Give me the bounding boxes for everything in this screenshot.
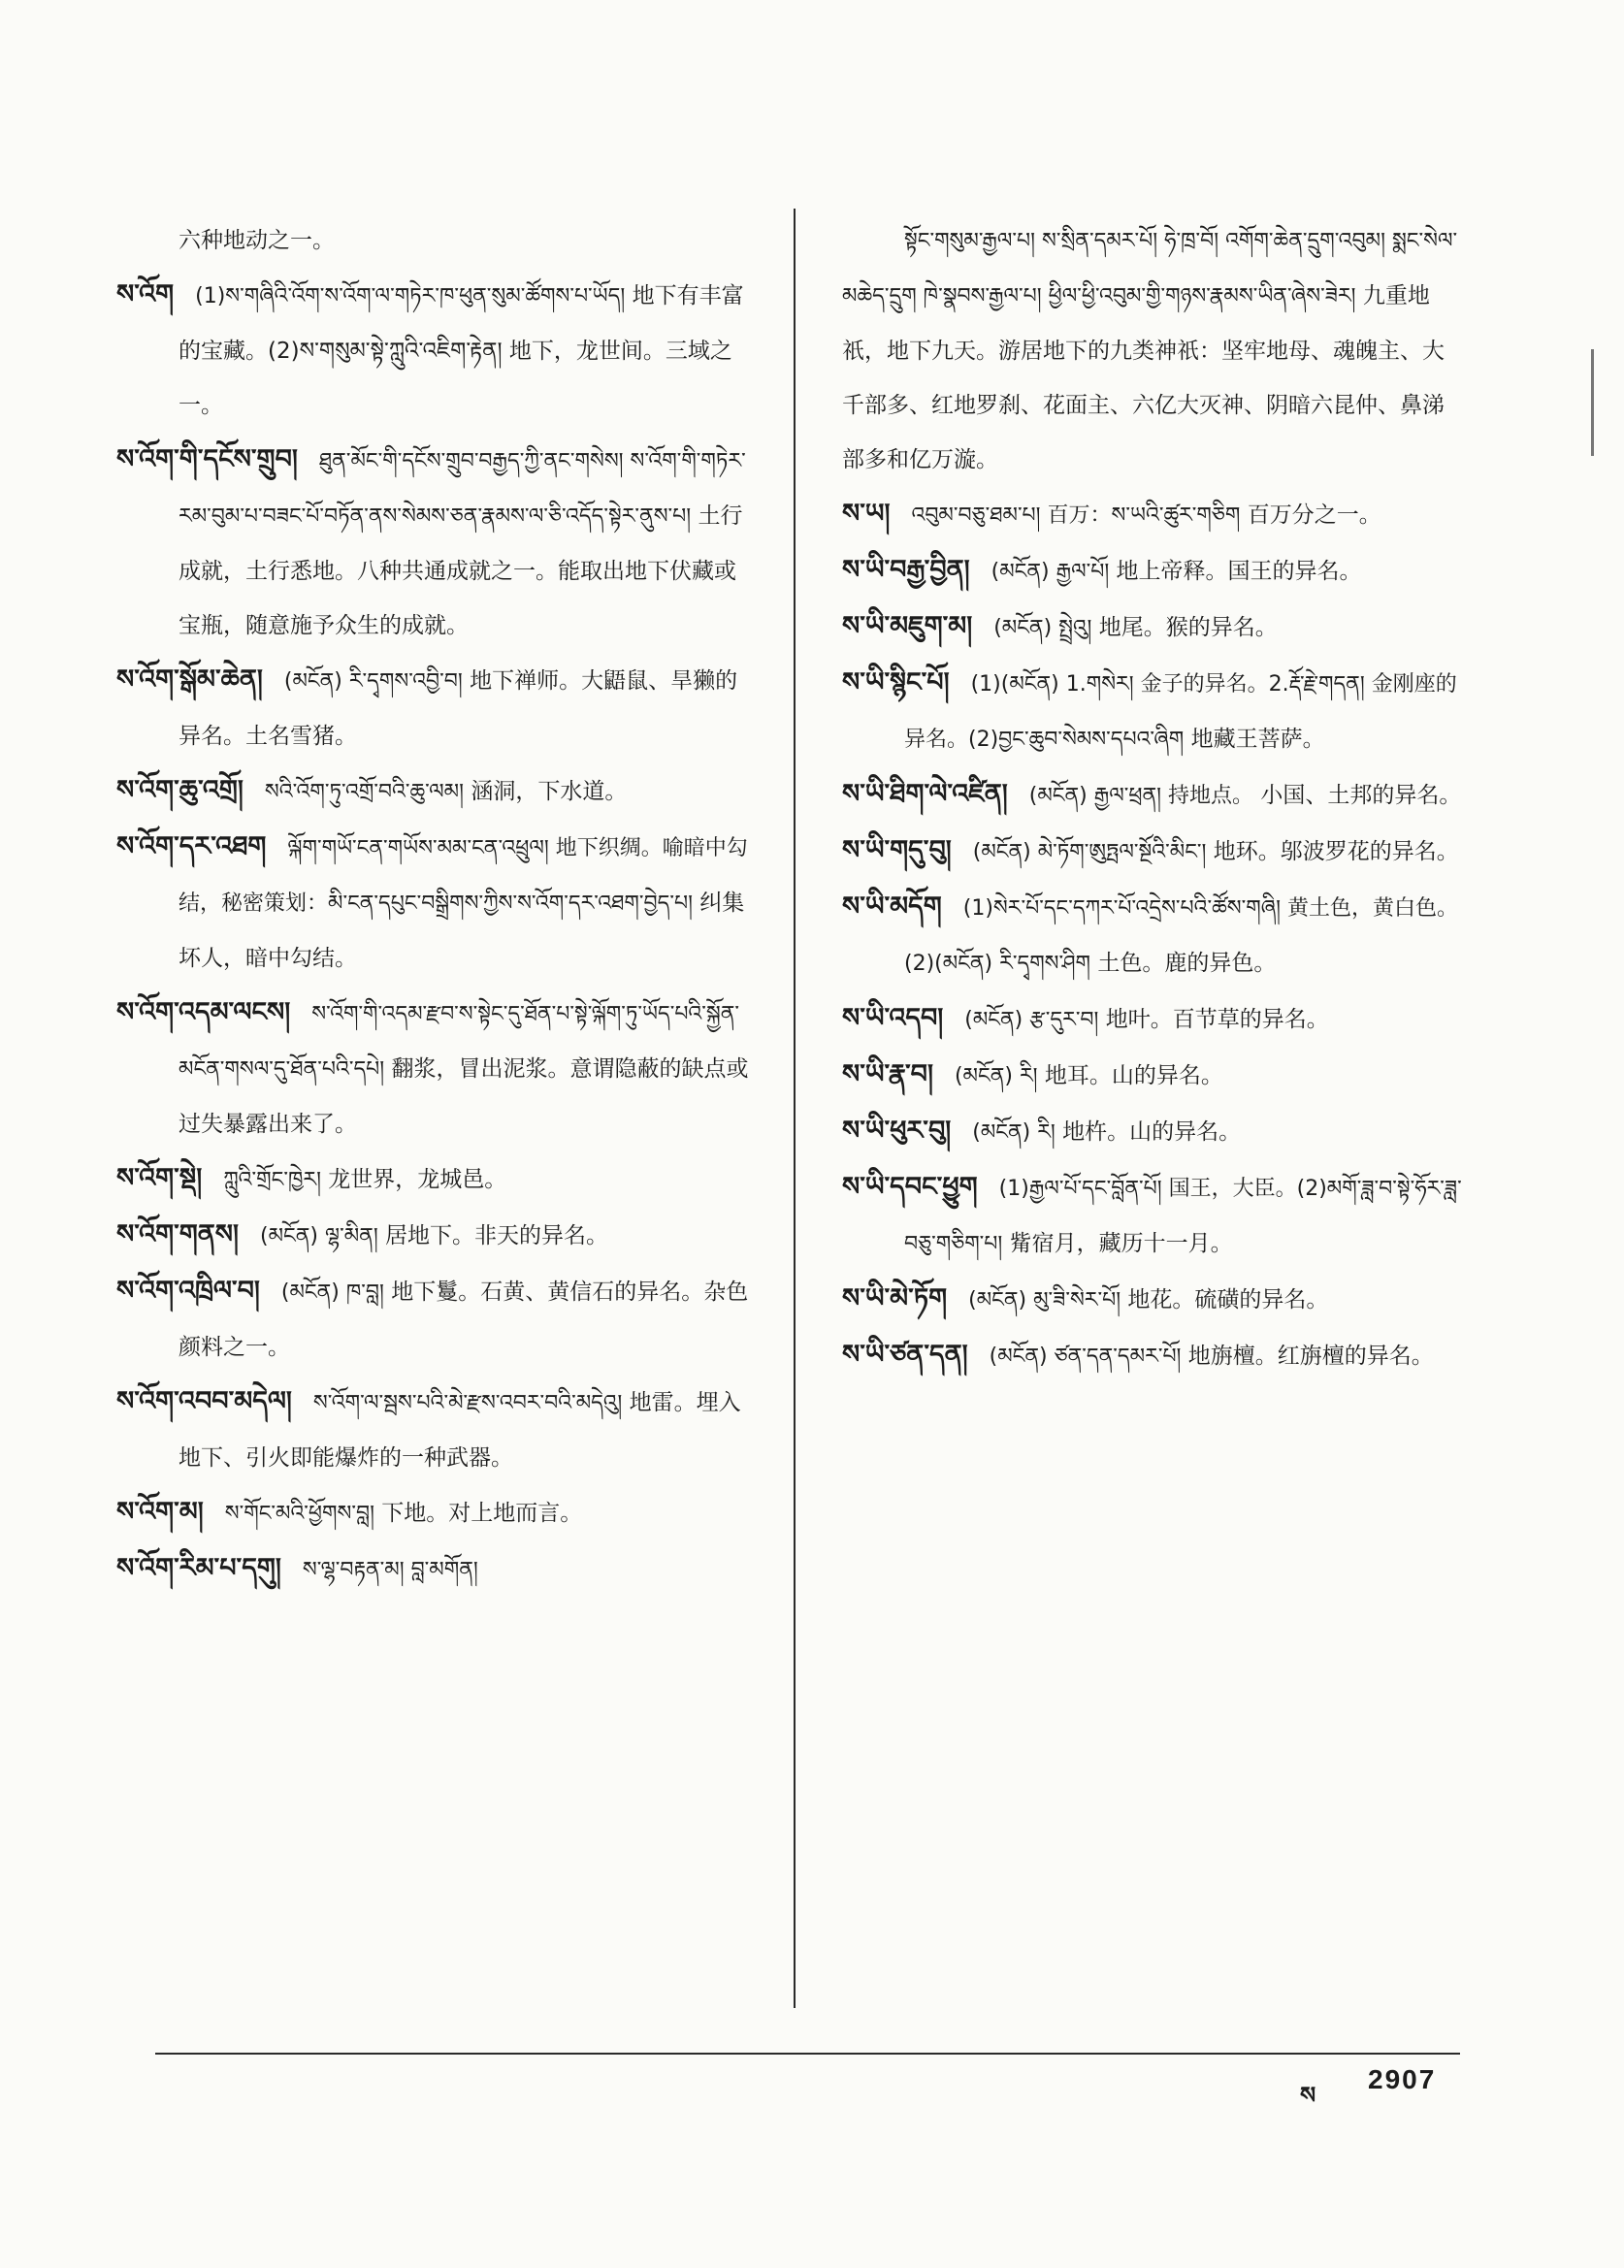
dictionary-entry [842,1160,1463,1272]
entry-headword: ས་འོག་སྡེ། [116,1163,203,1193]
entry-headword: ས་ཡི་ཕུར་བུ། [842,1116,952,1146]
entry-chinese-gloss: 地雷。埋入地下、引火即能爆炸的一种武器。 [179,1390,741,1471]
entry-headword: ས་ཡི་བརྒྱ་བྱིན། [842,555,970,585]
dictionary-entry [116,1264,757,1375]
entry-tibetan-definition: འབུམ་བཅུ་ཐམ་པ། 百万：ས་ཡའི་ཚུར་གཅིག [911,503,1241,528]
entry-tibetan-definition: (མངོན) རྒྱལ་པོ། [991,560,1110,584]
entry-chinese-gloss: 地下禅师。大鼯鼠、旱獭的异名。土名雪猪。 [179,668,738,749]
entry-chinese-gloss: 地下有丰富的宝藏。(2)ས་གསུམ་སྟེ་ཀླུའི་འཇིག་རྟེན། 地下，龙世间。三域之一。 [179,283,744,418]
left-column [116,213,757,1598]
dictionary-entry [842,656,1463,767]
dictionary-entry [842,213,1463,487]
entry-tibetan-definition: སྟོང་གསུམ་རྒྱལ་པ། ས་སྲིན་དམར་པོ། ཧེ་ཁྲ་བོ། འགོག་ཆེན་དྲུག་འབུམ། སྨང་སེལ་མཆེད་དྲུག ཁེ་སྣབས་རྒྱལ་པ། ཕྱིལ་ཕྱི་འབུམ་གྱི་གཉས་རྣམས་ཡིན་ཞེས་ཟེར། [842,229,1458,308]
dictionary-entry [842,543,1463,599]
dictionary-entry [842,1048,1463,1104]
entry-chinese-gloss: 地叶。百节草的异名。 [1105,1007,1329,1032]
entry-headword: ས་འོག་འཁྲིལ་བ། [116,1276,260,1306]
entry-headword: ས་འོག [116,279,175,309]
entry-headword: ས་ཡི་ཐིག་ལེ་འཛིན། [842,779,1008,809]
dictionary-entry [116,1375,757,1485]
entry-headword: ས་ཡི་འདབ། [842,1003,944,1033]
dictionary-entry [116,820,757,986]
entry-chinese-gloss: 地耳。山的异名。 [1044,1063,1223,1088]
dictionary-entry [842,880,1463,991]
column-divider [794,209,796,2008]
entry-tibetan-definition: ས་འོག་གི་འདམ་རྫབ་ས་སྟེང་དུ་ཐོན་པ་སྟེ་ལྐོག་ཏུ་ཡོད་པའི་སྐྱོན་མངོན་གསལ་དུ་ཐོན་པའི་དཔེ། [179,1002,740,1082]
entry-tibetan-definition: (མངོན) རི། [954,1064,1038,1088]
entry-tibetan-definition: (1)(མངོན) 1.གསེར། 金子的异名。2.རྡོ་རྗེ་གདན། 金刚座的异名。(2)བྱང་ཆུབ་སེམས་དཔའ་ཞིག [904,672,1457,752]
entry-headword: ས་འོག་གི་དངོས་གྲུབ། [116,444,298,474]
entry-chinese-gloss: 地下鬘。石黄、黄信石的异名。杂色颜料之一。 [179,1280,749,1360]
entry-chinese-gloss: 涵洞，下水道。 [471,779,628,804]
dictionary-entry [116,1541,757,1598]
entry-chinese-gloss: 百万分之一。 [1247,502,1381,528]
dictionary-entry [842,824,1463,880]
dictionary-entry [116,986,757,1151]
entry-tibetan-definition: (མངོན) ཁ་བླ། [280,1280,384,1305]
entry-tibetan-definition: (མངོན) མེ་ཏོག་ཨུཏྤལ་སྔོའི་མིང་། [972,840,1207,864]
entry-chinese-gloss: 地上帝释。国王的异名。 [1116,559,1362,584]
entry-headword: ས་འོག་དར་འཐག [116,831,267,861]
entry-chinese-gloss: 九重地祇，地下九天。游居地下的九类神祇：坚牢地母、魂魄主、大千部多、红地罗刹、花面主、六亿大灭神、阴暗六昆仲、鼻涕部多和亿万漩。 [842,283,1445,472]
dictionary-entry [116,213,757,268]
dictionary-entry [842,599,1463,656]
entry-headword: ས་འོག་གནས། [116,1219,240,1249]
right-column [842,213,1463,1384]
entry-tibetan-definition: (མངོན) སྤྲེའུ། [993,616,1092,640]
entry-tibetan-definition: ལྐོག་གཡོ་ངན་གཡོས་མམ་ངན་འཕྲུལ། 地下织绸。喻暗中勾结，秘密策划：མི་ངན་དཔུང་བསྒྲིགས་ཀྱིས་ས་འོག་དར་འཐག་བྱེད་པ། [179,836,748,916]
entry-tibetan-definition: སའི་འོག་ཏུ་འགྲོ་བའི་ཆུ་ལམ། [264,780,465,804]
entry-tibetan-definition: ས་གོང་མའི་ཕྱོགས་བླ། [224,1502,374,1526]
footer-section-letter: ས [1300,2082,1316,2109]
entry-headword: ས་འོག་འདམ་ལངས། [116,997,291,1027]
entry-chinese-gloss: 地环。邬波罗花的异名。 [1213,839,1459,864]
dictionary-entry [842,1328,1463,1384]
entry-headword: ས་འོག་རིམ་པ་དགུ། [116,1553,281,1583]
dictionary-entry [842,487,1463,543]
entry-tibetan-definition: ཐུན་མོང་གི་དངོས་གྲུབ་བརྒྱད་ཀྱི་ནང་གསེས། ས་འོག་གི་གཏེར་རམ་བུམ་པ་བཟང་པོ་བཏོན་ནས་སེམས་ཅན་རྣམས་ལ་ཅི་འདོད་སྟེར་ནུས་པ། [179,449,746,529]
entry-headword: ས་ཡི་མེ་ཏོག [842,1283,948,1313]
entry-chinese-gloss: 土色。鹿的异色。 [1097,951,1277,976]
entry-tibetan-definition: (མངོན) རི་དྭགས་འབྱི་བ། [283,669,463,694]
entry-chinese-gloss: 地旃檀。红旃檀的异名。 [1187,1344,1434,1369]
entry-tibetan-definition: ས་ལྷ་བརྟན་མ། བླ་མགོན། [302,1558,478,1582]
dictionary-entry [842,991,1463,1048]
dictionary-entry [842,767,1463,824]
entry-tibetan-definition: ས་འོག་ལ་སྦས་པའི་མེ་རྫས་འབར་བའི་མདེའུ། [312,1391,623,1415]
entry-tibetan-definition: (1)སེར་པོ་དང་དཀར་པོ་འདྲེས་པའི་ཚོས་གཞི། 黄土色，黄白色。(2)(མངོན) རི་དྭགས་ཤིག [904,896,1459,976]
entry-headword: ས་ཡི་མཇུག་མ། [842,611,973,641]
entry-chinese-gloss: 土行成就，土行悉地。八种共通成就之一。能取出地下伏藏或宝瓶，随意施予众生的成就。 [179,503,743,638]
dictionary-entry [116,1485,757,1541]
dictionary-entry [842,1104,1463,1160]
entry-headword: ས་ཡི་སྙིང་པོ། [842,667,950,697]
dictionary-entry [842,1272,1463,1328]
entry-tibetan-definition: (1)རྒྱལ་པོ་དང་བློན་པོ། 国王，大臣。(2)མགོ་ཟླ་བ་སྟེ་ཧོར་ཟླ་བཅུ་གཅིག་པ། [904,1177,1462,1256]
entry-headword: ས་ཡི་གདུ་བུ། [842,835,952,865]
entry-chinese-gloss: 居地下。非天的异名。 [385,1223,609,1248]
entry-tibetan-definition: (1)ས་གཞིའི་འོག་ས་འོག་ལ་གཏེར་ཁ་ཕུན་སུམ་ཚོགས་པ་ཡོད། [195,284,626,308]
entry-chinese-gloss: 觜宿月，藏历十一月。 [1009,1231,1233,1256]
entry-tibetan-definition: (མངོན) མུ་ཟི་སེར་པོ། [968,1288,1121,1312]
entry-chinese-gloss: 小国、土邦的异名。 [1260,783,1462,808]
entry-tibetan-definition: (མངོན) ལྷ་མིན། [260,1224,378,1248]
scan-edge-mark [1591,349,1594,456]
entry-chinese-gloss: 六种地动之一。 [179,228,335,253]
entry-chinese-gloss: 龙世界，龙城邑。 [328,1167,507,1192]
entry-tibetan-definition: (མངོན) རྩ་དུར་བ། [964,1008,1099,1032]
entry-headword: ས་ཡ། [842,499,891,529]
entry-chinese-gloss: 地杵。山的异名。 [1062,1119,1242,1145]
entry-tibetan-definition: (མངོན) རྒྱལ་ཕྲན། 持地点。 [1028,784,1253,808]
entry-headword: ས་འོག་འབབ་མདེལ། [116,1386,292,1416]
entry-chinese-gloss: 翻浆，冒出泥浆。意谓隐蔽的缺点或过失暴露出来了。 [179,1056,749,1137]
entry-tibetan-definition: ཀླུའི་གྲོང་ཁྱེར། [223,1168,321,1192]
entry-tibetan-definition: (མངོན) ཙན་དན་དམར་པོ། [989,1345,1182,1369]
dictionary-entry [116,1208,757,1264]
dictionary-entry [116,763,757,820]
entry-headword: ས་འོག་ཆུ་འགྲོ། [116,775,244,805]
entry-headword: ས་ཡི་མདོག [842,891,942,922]
entry-headword: ས་འོག་མ། [116,1497,204,1527]
dictionary-entry [116,1151,757,1208]
entry-tibetan-definition: (མངོན) རི། [972,1120,1056,1145]
entry-chinese-gloss: 地花。硫磺的异名。 [1127,1287,1329,1312]
entry-chinese-gloss: 纠集坏人，暗中勾结。 [179,891,745,971]
entry-headword: ས་ཡི་རྣ་བ། [842,1059,933,1089]
page-number: 2907 [1368,2064,1437,2094]
dictionary-entry [116,268,757,433]
dictionary-entry [116,653,757,763]
entry-headword: ས་ཡི་ཙན་དན། [842,1340,968,1370]
entry-headword: ས་འོག་སྒོམ་ཆེན། [116,664,263,695]
dictionary-entry [116,433,757,653]
footer-rule [155,2053,1460,2055]
entry-chinese-gloss: 下地。对上地而言。 [381,1501,583,1526]
entry-headword: ས་ཡི་དབང་ཕྱུག [842,1172,978,1202]
entry-chinese-gloss: 地尾。猴的异名。 [1098,615,1278,640]
entry-chinese-gloss: 地藏王菩萨。 [1190,727,1325,752]
